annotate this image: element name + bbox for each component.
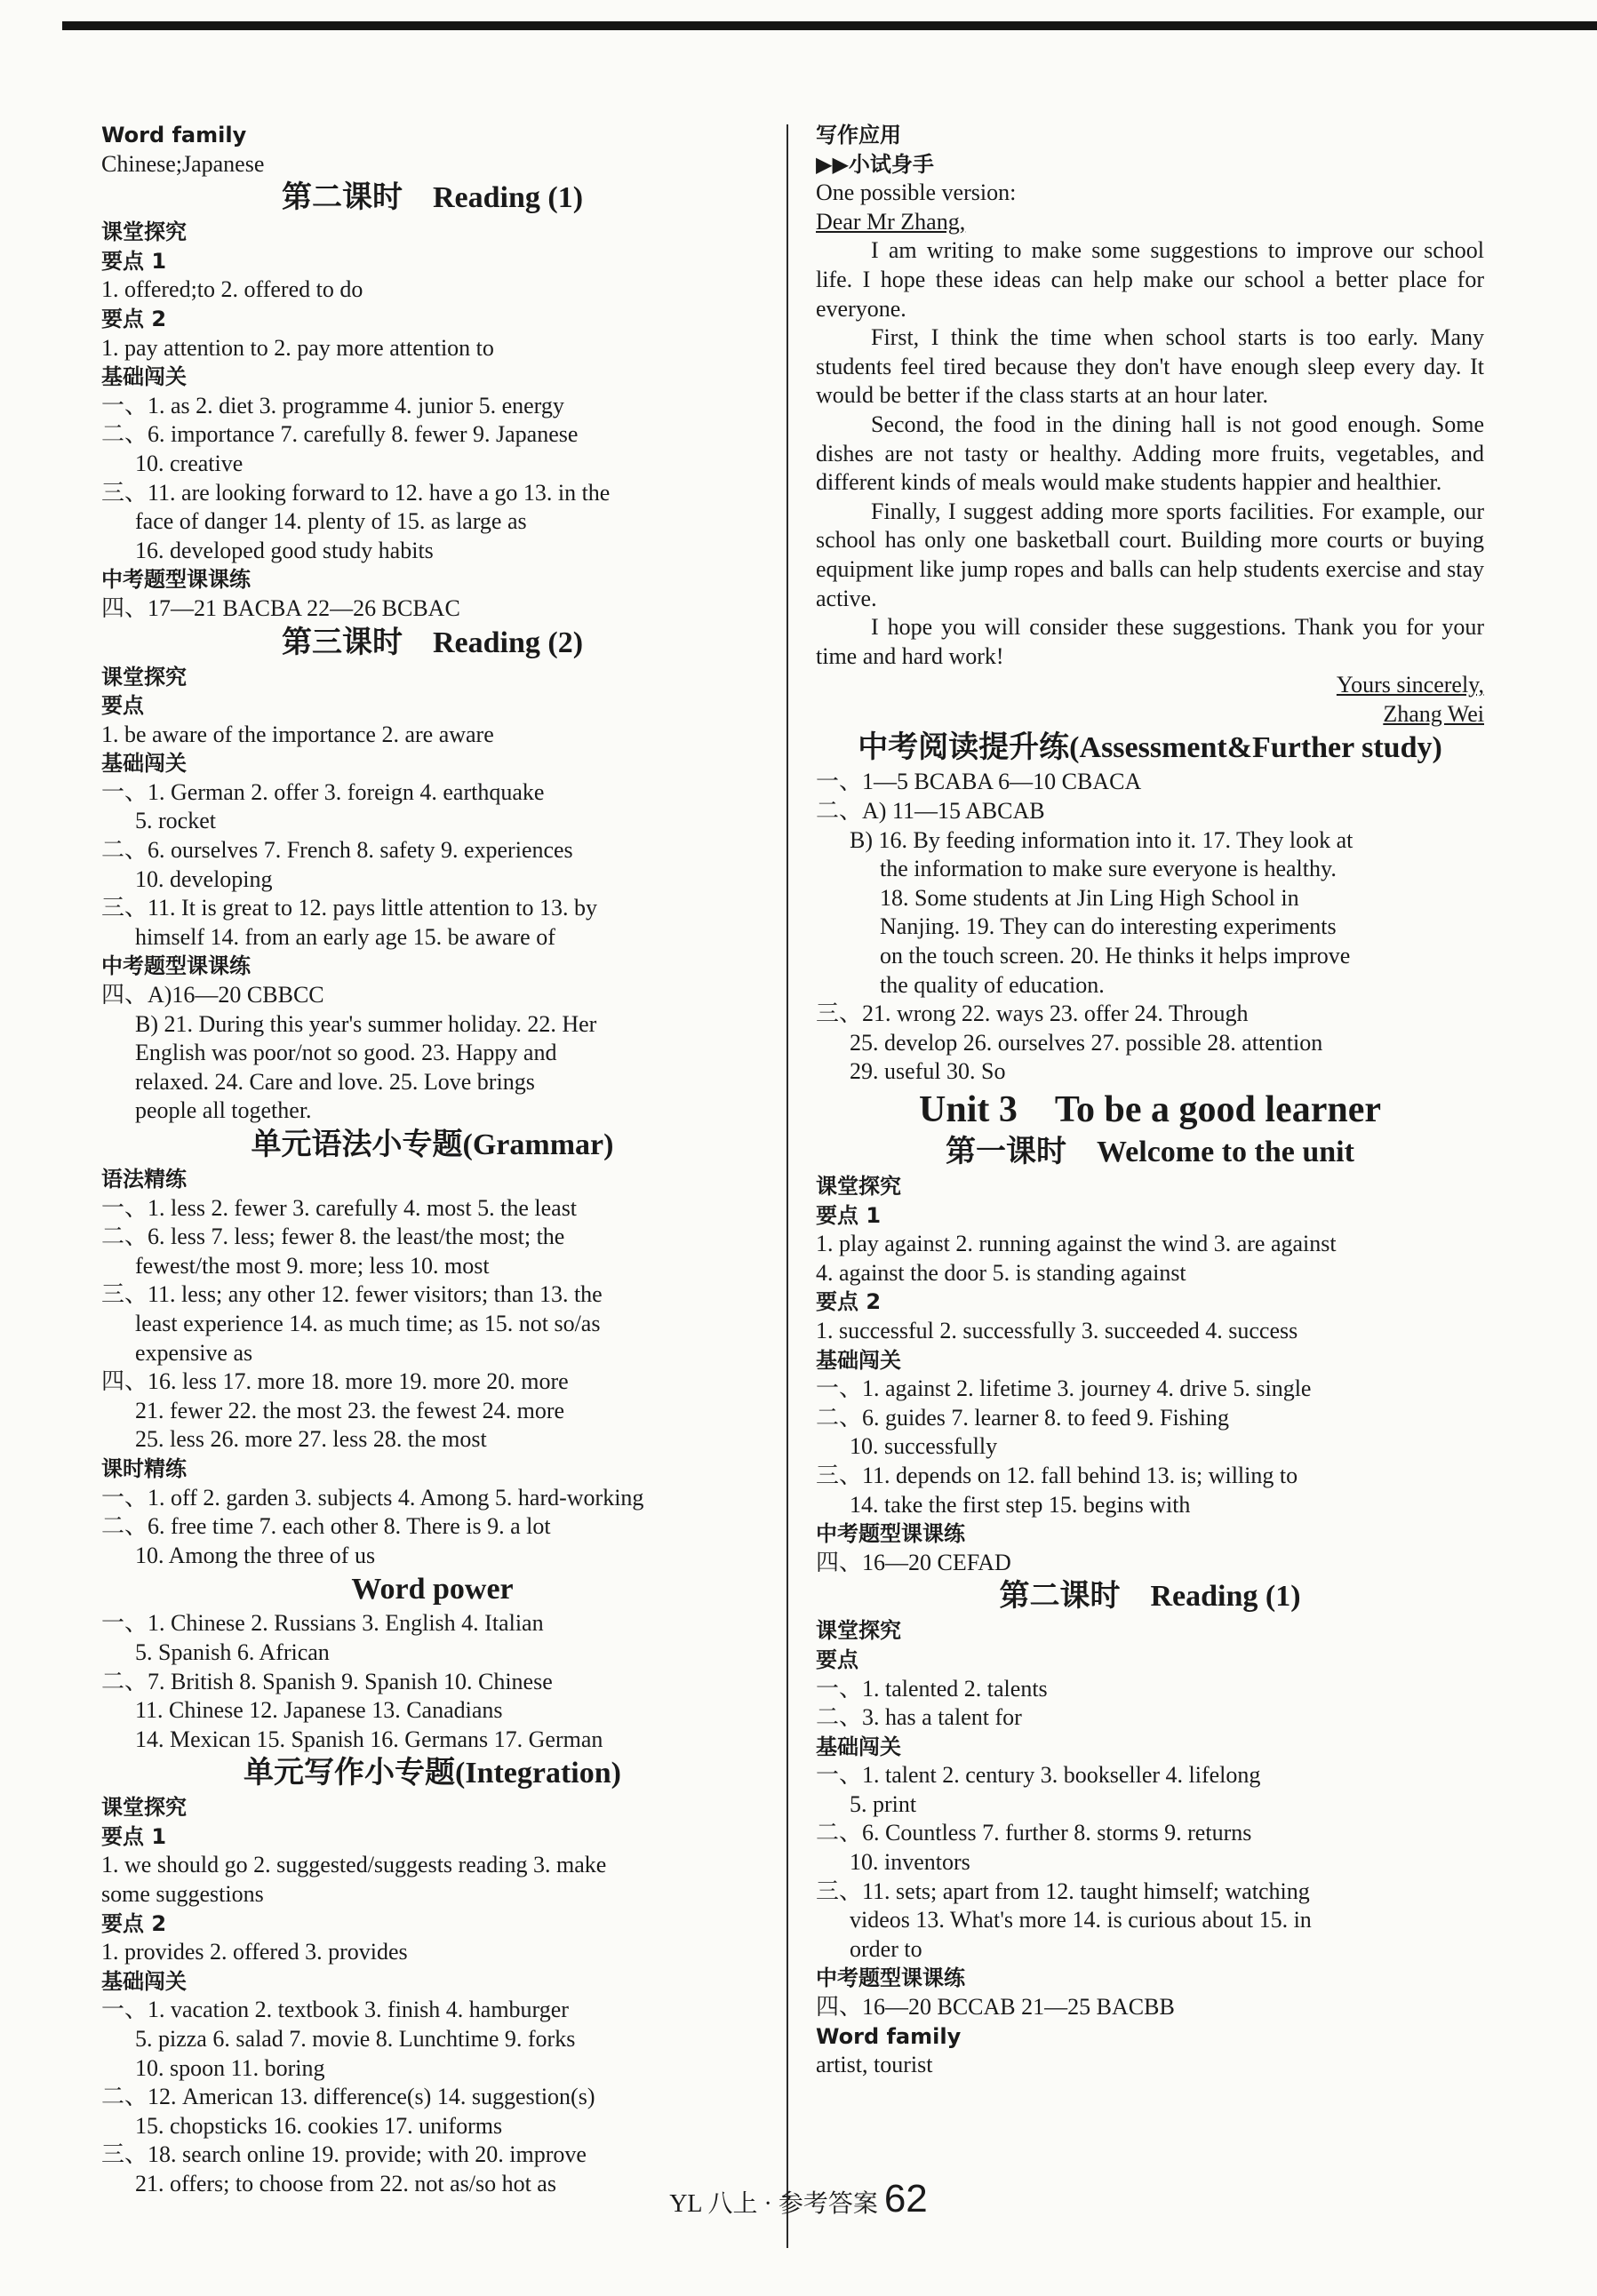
answer-column-right	[816, 121, 1484, 2080]
lesson-heading: 第二课时 Reading (1)	[999, 1580, 1301, 1614]
answer-line-indented: fewest/the most 9. more; less 10. most	[135, 1252, 490, 1279]
essay-signature: Zhang Wei	[1383, 700, 1484, 727]
answer-line-indented: 10. creative	[135, 450, 244, 476]
answer-line-indented: himself 14. from an early age 15. be aware of	[135, 923, 555, 950]
answer-line: 一、1. German 2. offer 3. foreign 4. earthquake	[101, 778, 545, 805]
answer-column-left	[101, 121, 763, 2199]
answer-line: 一、1. as 2. diet 3. programme 4. junior 5. energy	[101, 392, 564, 419]
section-label: 基础闯关	[816, 1347, 901, 1373]
answer-line: 1. we should go 2. suggested/suggests reading 3. make	[101, 1852, 607, 1878]
answer-line-indented: 5. rocket	[135, 808, 216, 834]
section-heading: 单元语法小专题(Grammar)	[251, 1128, 614, 1161]
answer-line-indented: 18. Some students at Jin Ling High School in	[880, 884, 1299, 911]
answer-line-indented: B) 16. By feeding information into it. 17. They look at	[850, 826, 1353, 853]
answer-line: 二、6. importance 7. carefully 8. fewer 9. Japanese	[101, 421, 579, 448]
section-label: 中考题型课课练	[816, 1521, 965, 1547]
answer-line-indented: 16. developed good study habits	[135, 537, 434, 563]
section-label: 要点	[101, 693, 144, 719]
answer-line: 二、7. British 8. Spanish 9. Spanish 10. Chinese	[101, 1668, 553, 1694]
footer-book-code: YL 八上 · 参考答案	[669, 2190, 878, 2218]
answer-line: 一、1—5 BCABA 6—10 CBACA	[816, 769, 1142, 795]
answer-line-indented: Nanjing. 19. They can do interesting experiments	[880, 913, 1337, 940]
answer-line-indented: 25. develop 26. ourselves 27. possible 28. attention	[850, 1029, 1323, 1056]
section-label: 基础闯关	[101, 1968, 187, 1994]
answer-line: 一、1. talent 2. century 3. bookseller 4. lifelong	[816, 1762, 1261, 1789]
answer-line-indented: 14. Mexican 15. Spanish 16. Germans 17. German	[135, 1726, 603, 1752]
answer-line-indented: English was poor/not so good. 23. Happy and	[135, 1040, 557, 1066]
section-label: 课堂探究	[101, 1795, 187, 1821]
section-label: 基础闯关	[816, 1734, 901, 1759]
answer-line-indented: face of danger 14. plenty of 15. as large as	[135, 508, 527, 535]
answer-line: 三、11. depends on 12. fall behind 13. is; willing to	[816, 1462, 1298, 1488]
section-label: 要点 2	[816, 1289, 882, 1315]
answer-line: 三、18. search online 19. provide; with 20. improve	[101, 2141, 587, 2168]
answer-line-indented: 15. chopsticks 16. cookies 17. uniforms	[135, 2112, 503, 2139]
section-label: 基础闯关	[101, 751, 187, 777]
answer-line: 1. provides 2. offered 3. provides	[101, 1939, 408, 1965]
answer-line: artist, tourist	[816, 2052, 933, 2078]
top-rule	[62, 21, 1597, 30]
answer-line: 三、21. wrong 22. ways 23. offer 24. Through	[816, 1001, 1249, 1027]
section-label: 写作应用	[816, 123, 901, 147]
answer-line-indented: videos 13. What's more 14. is curious about 15. in	[850, 1907, 1312, 1933]
answer-line: 一、1. less 2. fewer 3. carefully 4. most 5. the least	[101, 1194, 578, 1221]
answer-line: 四、16—20 BCCAB 21—25 BACBB	[816, 1994, 1175, 2021]
page-footer	[0, 2177, 1597, 2221]
answer-line: 1. play against 2. running against the wind 3. are against	[816, 1231, 1337, 1257]
answer-line: some suggestions	[101, 1881, 264, 1908]
answer-line-indented: B) 21. During this year's summer holiday. 22. Her	[135, 1010, 597, 1037]
answer-line-indented: 10. spoon 11. boring	[135, 2054, 325, 2081]
unit-heading: Unit 3 To be a good learner	[919, 1089, 1381, 1130]
essay-salutation: Dear Mr Zhang,	[816, 208, 966, 235]
answer-line: 一、1. against 2. lifetime 3. journey 4. drive 5. single	[816, 1375, 1312, 1402]
section-label: 语法精练	[101, 1167, 187, 1192]
essay-paragraph: First, I think the time when school starts is too early. Many students feel tired because they don't have enough sleep every day. It would be better if the class starts at an hour later.	[816, 324, 1484, 409]
answer-line: 三、11. sets; apart from 12. taught himself; watching	[816, 1877, 1310, 1904]
section-heading: Word power	[351, 1573, 514, 1606]
essay-paragraph: Second, the food in the dining hall is not good enough. Some dishes are not tasty or healthy. Adding more fruits, vegetables, and different kinds of meals would make students happier and healthier.	[816, 411, 1484, 496]
section-label: 中考题型课课练	[101, 953, 251, 979]
answer-line-indented: expensive as	[135, 1339, 253, 1366]
answer-line: 四、16. less 17. more 18. more 19. more 20. more	[101, 1368, 569, 1395]
answer-line: 1. be aware of the importance 2. are aware	[101, 721, 494, 747]
answer-line: 1. successful 2. successfully 3. succeeded 4. success	[816, 1317, 1298, 1343]
essay-paragraph: Finally, I suggest adding more sports facilities. For example, our school has only one basketball court. Building more courts or buying equipment like jump ropes and balls can help students exercise and stay active.	[816, 498, 1484, 611]
section-label: ▶▶小试身手	[816, 151, 934, 177]
answer-line-indented: 21. fewer 22. the most 23. the fewest 24. more	[135, 1397, 565, 1423]
answer-line: 二、12. American 13. difference(s) 14. suggestion(s)	[101, 2084, 595, 2110]
section-label: 要点	[816, 1646, 858, 1672]
section-label: 中考题型课课练	[101, 567, 251, 593]
lesson-heading: 第三课时 Reading (2)	[281, 626, 584, 659]
section-label: 课堂探究	[101, 219, 187, 245]
answer-line-indented: 10. developing	[135, 865, 273, 892]
essay-paragraph: I hope you will consider these suggestions. Thank you for your time and hard work!	[816, 614, 1484, 669]
answer-line: 二、3. has a talent for	[816, 1704, 1022, 1731]
answer-line-indented: people all together.	[135, 1097, 312, 1124]
answer-line: 二、6. ourselves 7. French 8. safety 9. experiences	[101, 837, 573, 864]
answer-line-indented: least experience 14. as much time; as 15. not so/as	[135, 1310, 601, 1336]
section-label: Word family	[101, 123, 247, 147]
section-label: 基础闯关	[101, 364, 187, 390]
answer-line: One possible version:	[816, 179, 1017, 206]
answer-line-indented: 10. inventors	[850, 1849, 970, 1876]
answer-line: 四、A)16—20 CBBCC	[101, 982, 324, 1008]
answer-line: 4. against the door 5. is standing against	[816, 1259, 1186, 1286]
answer-line-indented: 21. offers; to choose from 22. not as/so hot as	[135, 2171, 556, 2196]
lesson-heading: 第二课时 Reading (1)	[281, 181, 584, 215]
answer-line-indented: relaxed. 24. Care and love. 25. Love brings	[135, 1068, 535, 1095]
section-label: 中考题型课课练	[816, 1965, 965, 1991]
essay-paragraph: I am writing to make some suggestions to improve our school life. I hope these ideas can help make our school a better place for everyone.	[816, 237, 1484, 322]
answer-line: 四、17—21 BACBA 22—26 BCBAC	[101, 594, 460, 621]
section-label: 课堂探究	[101, 664, 187, 690]
answer-line-indented: on the touch screen. 20. He thinks it helps improve	[880, 943, 1351, 969]
section-label: 课堂探究	[816, 1618, 901, 1644]
answer-line: Chinese;Japanese	[101, 150, 265, 177]
answer-line: 一、1. vacation 2. textbook 3. finish 4. hamburger	[101, 1997, 569, 2023]
answer-line: 1. pay attention to 2. pay more attention to	[101, 334, 494, 361]
answer-line: 二、A) 11—15 ABCAB	[816, 798, 1045, 825]
answer-line-indented: the information to make sure everyone is healthy.	[880, 856, 1337, 882]
essay-signature: Yours sincerely,	[1336, 672, 1484, 698]
answer-line-indented: 11. Chinese 12. Japanese 13. Canadians	[135, 1697, 503, 1724]
section-label: 要点 2	[101, 1910, 167, 1936]
section-label: 要点 1	[816, 1202, 882, 1228]
answer-line-indented: 10. successfully	[850, 1433, 998, 1460]
answer-line-indented: 29. useful 30. So	[850, 1058, 1006, 1085]
answer-line: 四、16—20 CEFAD	[816, 1549, 1011, 1575]
answer-line-indented: 25. less 26. more 27. less 28. the most	[135, 1426, 487, 1453]
answer-line-indented: order to	[850, 1935, 922, 1962]
answer-line-indented: 10. Among the three of us	[135, 1542, 376, 1568]
lesson-heading: 第一课时 Welcome to the unit	[946, 1136, 1354, 1168]
answer-line-indented: the quality of education.	[880, 971, 1105, 998]
section-heading: 单元写作小专题(Integration)	[244, 1757, 621, 1790]
answer-line-indented: 5. Spanish 6. African	[135, 1638, 330, 1665]
answer-line: 二、6. less 7. less; fewer 8. the least/the most; the	[101, 1224, 565, 1250]
answer-line: 二、6. free time 7. each other 8. There is 9. a lot	[101, 1513, 551, 1540]
section-heading: 中考阅读提升练(Assessment&Further study)	[858, 731, 1442, 765]
column-divider	[787, 124, 788, 2248]
section-label: 要点 2	[101, 306, 167, 331]
answer-line-indented: 14. take the first step 15. begins with	[850, 1491, 1191, 1518]
section-label: Word family	[816, 2023, 962, 2049]
section-label: 要点 1	[101, 1823, 167, 1849]
answer-line: 一、1. talented 2. talents	[816, 1675, 1048, 1702]
answer-line-indented: 5. pizza 6. salad 7. movie 8. Lunchtime 9. forks	[135, 2026, 576, 2053]
section-label: 课堂探究	[816, 1174, 901, 1199]
answer-line: 一、1. Chinese 2. Russians 3. English 4. Italian	[101, 1610, 544, 1637]
answer-line: 二、6. Countless 7. further 8. storms 9. returns	[816, 1820, 1252, 1846]
answer-line: 1. offered;to 2. offered to do	[101, 276, 363, 303]
section-label: 课时精练	[101, 1455, 187, 1481]
answer-line: 三、11. are looking forward to 12. have a go 13. in the	[101, 479, 611, 506]
page-number: 62	[883, 2177, 928, 2220]
answer-line-indented: 5. print	[850, 1790, 917, 1817]
answer-line: 二、6. guides 7. learner 8. to feed 9. Fishing	[816, 1404, 1230, 1431]
answer-line: 三、11. less; any other 12. fewer visitors; than 13. the	[101, 1281, 603, 1308]
section-label: 要点 1	[101, 248, 167, 274]
answer-line: 三、11. It is great to 12. pays little attention to 13. by	[101, 895, 597, 921]
answer-line: 一、1. off 2. garden 3. subjects 4. Among 5. hard-working	[101, 1484, 644, 1511]
